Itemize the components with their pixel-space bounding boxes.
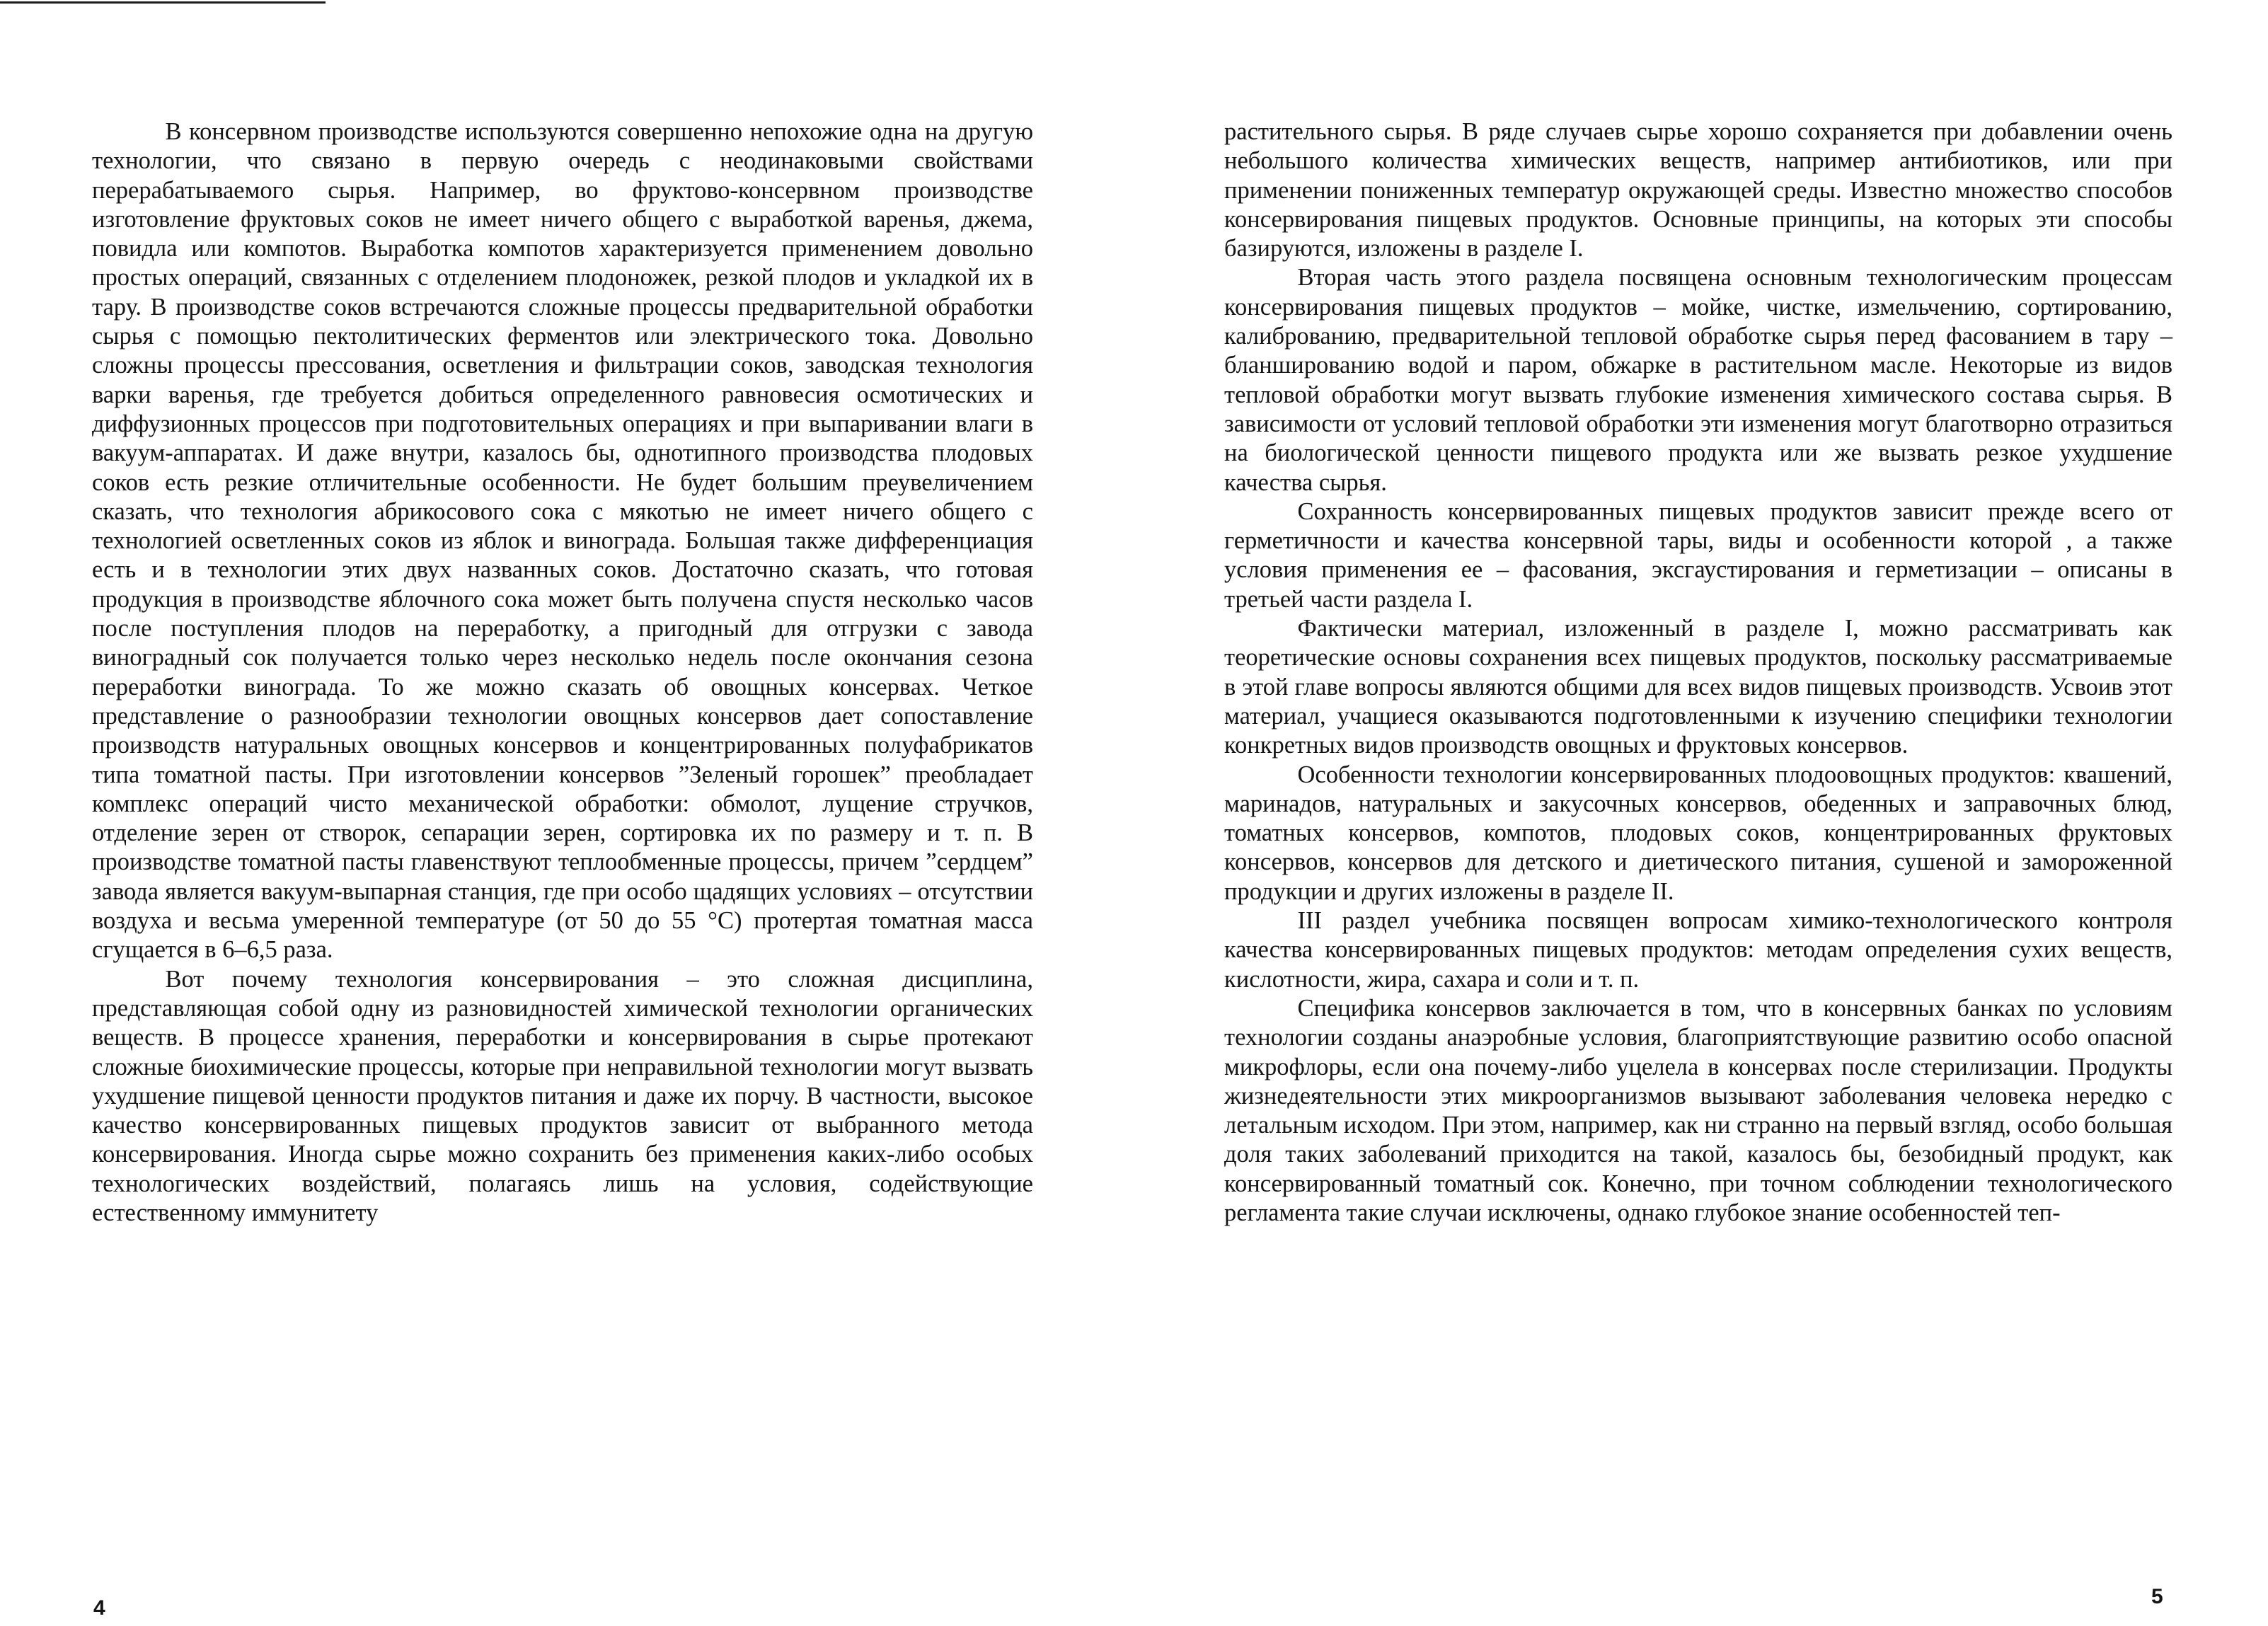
right-page bbox=[1224, 117, 2172, 1228]
right-paragraph-6: III раздел учебника посвящен вопросам химико-технологического контроля качества консервированных пищевых продуктов: методам определения сухих веществ, кислотности, жира, сахара и соли и т. п. bbox=[1224, 907, 2172, 993]
right-paragraph-5: Особенности технологии консервированных плодоовощных продуктов: квашений, маринадов, натуральных и закусочных консервов, обеденных и заправочных блюд, томатных консервов, компотов, плодовых соков, концентрированных фруктовых консервов, консервов для детского и диетического питания, сушеной и замороженной продукции и других изложены в разделе II. bbox=[1224, 761, 2172, 905]
right-paragraph-3: Сохранность консервированных пищевых продуктов зависит прежде всего от герметичности и качества консервной тары, виды и особенности которой , а также условия применения ее – фасования, эксгаустирования и герметизации – описаны в третьей части раздела I. bbox=[1224, 497, 2172, 613]
top-edge-rule bbox=[0, 1, 326, 4]
right-paragraph-1: растительного сырья. В ряде случаев сырье хорошо сохраняется при добавлении очень небольшого количества химических веществ, например антибиотиков, или при применении пониженных температур окружающей среды. Известно множество способов консервирования пищевых продуктов. Основные принципы, на которых эти способы базируются, изложены в разделе I. bbox=[1224, 118, 2172, 263]
right-paragraph-4: Фактически материал, изложенный в разделе I, можно рассматривать как теоретические основы сохранения всех пищевых продуктов, поскольку рассматриваемые в этой главе вопросы являются общими для всех видов пищевых производств. Усвоив этот материал, учащиеся оказываются подготовленными к изучению специфики технологии конкретных видов производств овощных и фруктовых консервов. bbox=[1224, 615, 2172, 759]
left-paragraph-1: В консервном производстве используются совершенно непохожие одна на другую технологии, что связано в первую очередь с неодинаковыми свойствами перерабатываемого сырья. Например, во фруктово-консервном производстве изготовление фруктовых соков не имеет ничего общего с выработкой варенья, джема, повидла или компотов. Выработка компотов характеризуется применением довольно простых операций, связанных с отделением плодоножек, резкой плодов и укладкой их в тару. В производстве соков встречаются сложные процессы предварительной обработки сырья с помощью пектолитических ферментов или электрического тока. Довольно сложны процессы прессования, осветления и фильтрации соков, заводская технология варки варенья, где требуется добиться определенного равновесия осмотических и диффузионных процессов при подготовительных операциях и при выпаривании влаги в вакуум-аппаратах. И даже внутри, казалось бы, однотипного производства плодовых соков есть резкие отличительные особенности. Не будет большим преувеличением сказать, что технология абрикосового сока с мякотью не имеет ничего общего с технологией осветленных соков из яблок и винограда. Большая также дифференциация есть и в технологии этих двух названных соков. Достаточно сказать, что готовая продукция в производстве яблочного сока может быть получена спустя несколько часов после поступления плодов на переработку, а пригодный для отгрузки с завода виноградный сок получается только через несколько недель после окончания сезона переработки винограда. То же можно сказать об овощных консервах. Четкое представление о разнообразии технологии овощных консервов дает сопоставление производств натуральных овощных консервов и концентрированных полуфабрикатов типа томатной пасты. При изготовлении консервов ”Зеленый горошек” преобладает комплекс операций чисто механической обработки: обмолот, лущение стручков, отделение зерен от створок, сепарации зерен, сортировка их по размеру и т. п. В производстве томатной пасты главенствуют теплообменные процессы, причем ”сердцем” завода является вакуум-выпарная станция, где при особо щадящих условиях – отсутствии воздуха и весьма умеренной температуре (от 50 до 55 °С) протертая томатная масса сгущается в 6–6,5 раза. bbox=[92, 118, 1033, 964]
left-page bbox=[92, 117, 1033, 1228]
left-paragraph-2: Вот почему технология консервирования – это сложная дисциплина, представляющая собой одну из разновидностей химической технологии органических веществ. В процессе хранения, переработки и консервирования в сырье протекают сложные биохимические процессы, которые при неправильной технологии могут вызвать ухудшение пищевой ценности продуктов питания и даже их порчу. В частности, высокое качество консервированных пищевых продуктов зависит от выбранного метода консервирования. Иногда сырье можно сохранить без применения каких-либо особых технологических воздействий, полагаясь лишь на условия, содействующие естественному иммунитету bbox=[92, 965, 1033, 1226]
right-paragraph-2: Вторая часть этого раздела посвящена основным технологическим процессам консервирования пищевых продуктов – мойке, чистке, измельчению, сортированию, калиброванию, предварительной тепловой обработке сырья перед фасованием в тару – бланшированию водой и паром, обжарке в растительном масле. Некоторые из видов тепловой обработки могут вызвать глубокие изменения химического состава сырья. В зависимости от условий тепловой обработки эти изменения могут благотворно отразиться на биологической ценности пищевого продукта или же вызвать резкое ухудшение качества сырья. bbox=[1224, 264, 2172, 496]
right-paragraph-7: Специфика консервов заключается в том, что в консервных банках по условиям технологии созданы анаэробные условия, благоприятствующие развитию особо опасной микрофлоры, если она почему-либо уцелела в консервах после стерилизации. Продукты жизнедеятельности этих микроорганизмов вызывают заболевания человека нередко с летальным исходом. При этом, например, как ни странно на первый взгляд, особо большая доля таких заболеваний приходится на такой, казалось бы, безобидный продукт, как консервированный томатный сок. Конечно, при точном соблюдении технологического регламента такие случаи исключены, однако глубокое знание особенностей теп- bbox=[1224, 994, 2172, 1226]
page-number-left: 4 bbox=[93, 1596, 105, 1620]
page-number-right: 5 bbox=[2151, 1585, 2163, 1608]
